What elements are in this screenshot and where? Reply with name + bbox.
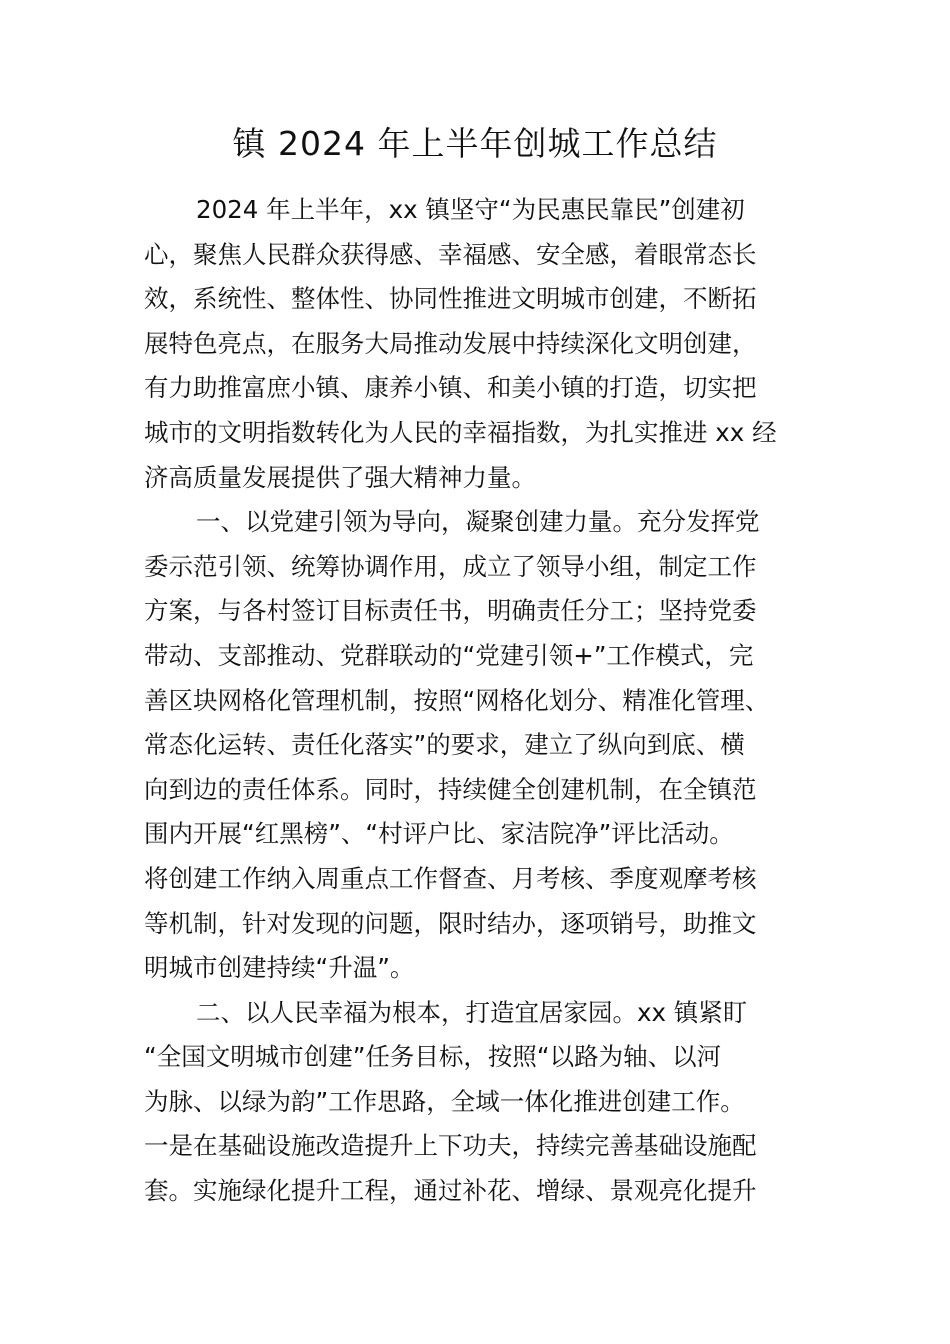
text-line: 为脉、以绿为韵”工作思路，全域一体化推进创建工作。 bbox=[144, 1086, 745, 1116]
text-line: 善区块网格化管理机制，按照“网格化划分、精准化管理、 bbox=[144, 685, 770, 715]
text-line: 二、以人民幸福为根本，打造宜居家园。xx 镇紧盯 bbox=[196, 997, 748, 1027]
text-line: 等机制，针对发现的问题，限时结办，逐项销号，助推文 bbox=[144, 908, 757, 938]
text-line: 城市的文明指数转化为人民的幸福指数，为扎实推进 xx 经 bbox=[144, 417, 777, 447]
text-line: 将创建工作纳入周重点工作督查、月考核、季度观摩考核 bbox=[144, 863, 757, 893]
document-body bbox=[144, 188, 804, 1214]
text-line: 有力助推富庶小镇、康养小镇、和美小镇的打造，切实把 bbox=[144, 373, 757, 403]
text-line: 向到边的责任体系。同时，持续健全创建机制，在全镇范 bbox=[144, 774, 757, 804]
text-line: 方案，与各村签订目标责任书，明确责任分工；坚持党委 bbox=[144, 596, 757, 626]
text-line: 展特色亮点，在服务大局推动发展中持续深化文明创建， bbox=[144, 328, 757, 358]
text-line: 套。实施绿化提升工程，通过补花、增绿、景观亮化提升 bbox=[144, 1176, 757, 1206]
text-line: 心，聚焦人民群众获得感、幸福感、安全感，着眼常态长 bbox=[144, 239, 757, 269]
text-line: 一、以党建引领为导向，凝聚创建力量。充分发挥党 bbox=[196, 507, 760, 537]
text-line: 委示范引领、统筹协调作用，成立了领导小组，制定工作 bbox=[144, 551, 757, 581]
text-line: 2024 年上半年，xx 镇坚守“为民惠民靠民”创建初 bbox=[196, 195, 745, 224]
text-line: 效，系统性、整体性、协同性推进文明城市创建，不断拓 bbox=[144, 284, 757, 314]
text-line: 围内开展“红黑榜”、“村评户比、家洁院净”评比活动。 bbox=[144, 819, 734, 849]
text-line: “全国文明城市创建”任务目标，按照“以路为轴、以河 bbox=[144, 1042, 722, 1072]
text-line: 带动、支部推动、党群联动的“党建引领+”工作模式，完 bbox=[144, 640, 754, 670]
document-title: 镇 2024 年上半年创城工作总结 bbox=[232, 124, 718, 163]
text-line: 明城市创建持续“升温”。 bbox=[144, 953, 415, 983]
text-line: 一是在基础设施改造提升上下功夫，持续完善基础设施配 bbox=[144, 1131, 757, 1161]
text-line: 常态化运转、责任化落实”的要求，建立了纵向到底、横 bbox=[144, 730, 745, 760]
text-line: 济高质量发展提供了强大精神力量。 bbox=[144, 462, 536, 492]
